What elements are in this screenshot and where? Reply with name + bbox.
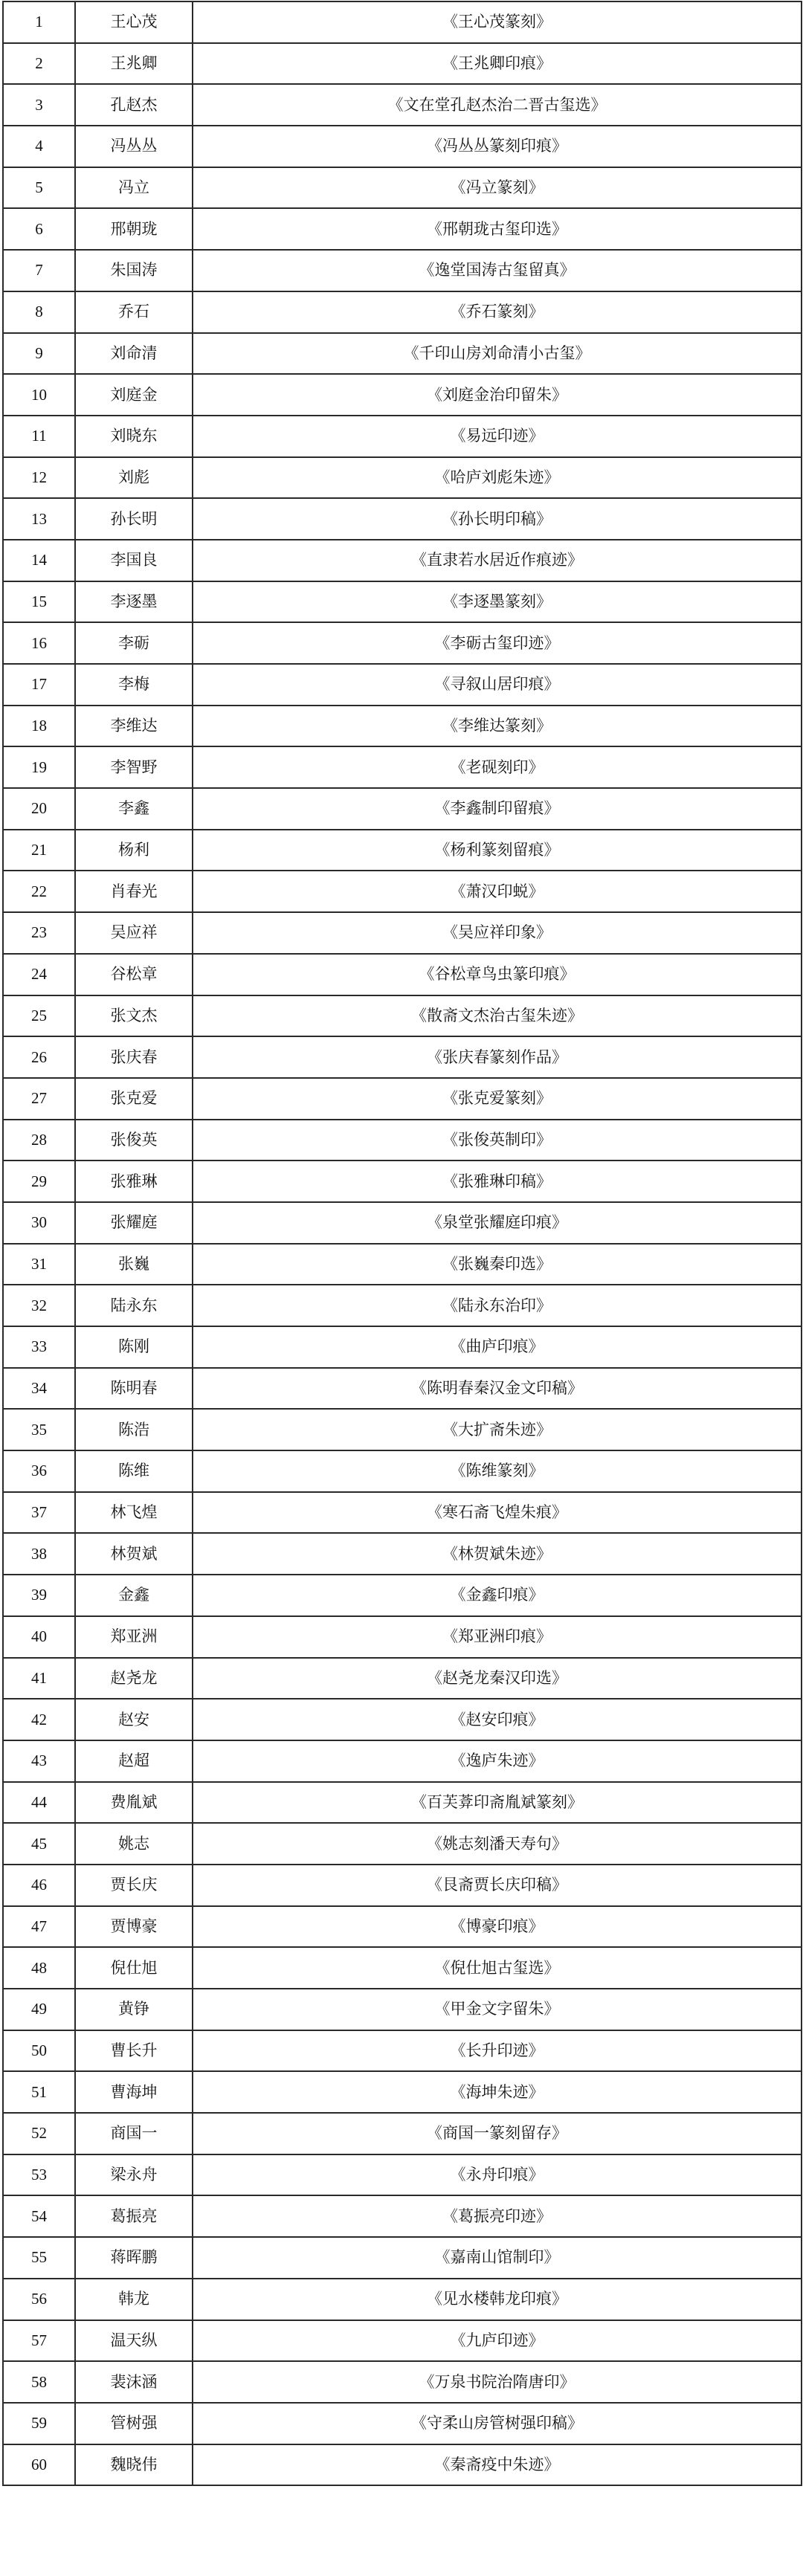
row-number: 36	[3, 1450, 75, 1492]
table-row	[3, 2361, 802, 2403]
work-title: 《寻叙山居印痕》	[193, 664, 802, 706]
table-row	[3, 1326, 802, 1368]
row-number: 57	[3, 2320, 75, 2362]
author-name: 刘庭金	[75, 374, 193, 416]
work-title: 《百芙葊印斋胤斌篆刻》	[193, 1782, 802, 1824]
table-row	[3, 1616, 802, 1658]
author-name: 温天纵	[75, 2320, 193, 2362]
author-name: 刘彪	[75, 457, 193, 499]
work-title: 《谷松章鸟虫篆印痕》	[193, 954, 802, 995]
author-name: 陈刚	[75, 1326, 193, 1368]
row-number: 56	[3, 2279, 75, 2320]
row-number: 35	[3, 1409, 75, 1450]
table-row	[3, 2444, 802, 2486]
table-row	[3, 1368, 802, 1410]
work-title: 《守柔山房管树强印稿》	[193, 2403, 802, 2444]
work-title: 《陆永东治印》	[193, 1285, 802, 1326]
table-row	[3, 706, 802, 747]
row-number: 16	[3, 622, 75, 664]
work-title: 《甲金文字留朱》	[193, 1989, 802, 2030]
row-number: 60	[3, 2444, 75, 2486]
row-number: 27	[3, 1078, 75, 1120]
row-number: 42	[3, 1699, 75, 1740]
author-name: 赵安	[75, 1699, 193, 1740]
row-number: 10	[3, 374, 75, 416]
table-row	[3, 2154, 802, 2196]
author-name: 刘晓东	[75, 416, 193, 457]
work-title: 《张雅琳印稿》	[193, 1161, 802, 1202]
author-name: 朱国涛	[75, 250, 193, 291]
table-row	[3, 374, 802, 416]
work-title: 《千印山房刘命清小古玺》	[193, 333, 802, 375]
row-number: 46	[3, 1865, 75, 1906]
work-title: 《秦斋疫中朱迹》	[193, 2444, 802, 2486]
work-title: 《永舟印痕》	[193, 2154, 802, 2196]
author-name: 赵尧龙	[75, 1658, 193, 1699]
author-name: 曹海坤	[75, 2071, 193, 2113]
row-number: 15	[3, 581, 75, 623]
work-title: 《嘉南山馆制印》	[193, 2237, 802, 2279]
row-number: 21	[3, 830, 75, 871]
table-row	[3, 2195, 802, 2237]
row-number: 4	[3, 126, 75, 167]
work-title: 《长升印迹》	[193, 2030, 802, 2072]
row-number: 32	[3, 1285, 75, 1326]
work-title: 《赵尧龙秦汉印选》	[193, 1658, 802, 1699]
table-row	[3, 2403, 802, 2444]
work-title: 《万泉书院治隋唐印》	[193, 2361, 802, 2403]
work-title: 《乔石篆刻》	[193, 291, 802, 333]
author-name: 费胤斌	[75, 1782, 193, 1824]
row-number: 54	[3, 2195, 75, 2237]
work-title: 《散斋文杰治古玺朱迹》	[193, 995, 802, 1037]
work-title: 《王心茂篆刻》	[193, 1, 802, 43]
row-number: 37	[3, 1492, 75, 1534]
work-title: 《商国一篆刻留存》	[193, 2113, 802, 2154]
table-row	[3, 1989, 802, 2030]
author-name: 金鑫	[75, 1575, 193, 1616]
table-row	[3, 1575, 802, 1616]
table-row	[3, 1947, 802, 1989]
author-name: 李逐墨	[75, 581, 193, 623]
work-title: 《陈维篆刻》	[193, 1450, 802, 1492]
row-number: 6	[3, 208, 75, 250]
row-number: 5	[3, 167, 75, 209]
table-row	[3, 1, 802, 43]
author-name: 韩龙	[75, 2279, 193, 2320]
row-number: 47	[3, 1906, 75, 1948]
work-title: 《张巍秦印选》	[193, 1244, 802, 1285]
row-number: 45	[3, 1823, 75, 1865]
work-title: 《萧汉印蜕》	[193, 871, 802, 912]
author-name: 蒋晖鹏	[75, 2237, 193, 2279]
row-number: 29	[3, 1161, 75, 1202]
work-title: 《曲庐印痕》	[193, 1326, 802, 1368]
author-name: 黄铮	[75, 1989, 193, 2030]
author-name: 张文杰	[75, 995, 193, 1037]
author-name: 贾长庆	[75, 1865, 193, 1906]
table-row	[3, 457, 802, 499]
work-title: 《文在堂孔赵杰治二晋古玺选》	[193, 84, 802, 126]
row-number: 8	[3, 291, 75, 333]
row-number: 40	[3, 1616, 75, 1658]
work-title: 《九庐印迹》	[193, 2320, 802, 2362]
work-title: 《张俊英制印》	[193, 1120, 802, 1161]
table-row	[3, 664, 802, 706]
row-number: 17	[3, 664, 75, 706]
row-number: 3	[3, 84, 75, 126]
work-title: 《冯立篆刻》	[193, 167, 802, 209]
work-title: 《逸庐朱迹》	[193, 1740, 802, 1782]
row-number: 50	[3, 2030, 75, 2072]
row-number: 18	[3, 706, 75, 747]
row-number: 24	[3, 954, 75, 995]
table-row	[3, 291, 802, 333]
work-title: 《刘庭金治印留朱》	[193, 374, 802, 416]
table-row	[3, 1658, 802, 1699]
row-number: 38	[3, 1533, 75, 1575]
table-row	[3, 1823, 802, 1865]
row-number: 49	[3, 1989, 75, 2030]
author-name: 曹长升	[75, 2030, 193, 2072]
table-row	[3, 871, 802, 912]
work-title: 《李鑫制印留痕》	[193, 788, 802, 830]
work-title: 《冯丛丛篆刻印痕》	[193, 126, 802, 167]
table-row	[3, 1409, 802, 1450]
work-title: 《林贺斌朱迹》	[193, 1533, 802, 1575]
author-name: 李砺	[75, 622, 193, 664]
table-row	[3, 2113, 802, 2154]
table-row	[3, 1865, 802, 1906]
work-title: 《邢朝珑古玺印选》	[193, 208, 802, 250]
author-name: 郑亚洲	[75, 1616, 193, 1658]
work-title: 《倪仕旭古玺选》	[193, 1947, 802, 1989]
table-row	[3, 746, 802, 788]
table-row	[3, 954, 802, 995]
row-number: 11	[3, 416, 75, 457]
work-title: 《老砚刻印》	[193, 746, 802, 788]
table-row	[3, 1740, 802, 1782]
row-number: 53	[3, 2154, 75, 2196]
author-name: 王心茂	[75, 1, 193, 43]
table-row	[3, 1492, 802, 1534]
author-name: 孙长明	[75, 498, 193, 540]
table-row	[3, 498, 802, 540]
row-number: 39	[3, 1575, 75, 1616]
row-number: 48	[3, 1947, 75, 1989]
work-title: 《易远印迹》	[193, 416, 802, 457]
row-number: 58	[3, 2361, 75, 2403]
author-name: 陈维	[75, 1450, 193, 1492]
row-number: 43	[3, 1740, 75, 1782]
table-row	[3, 250, 802, 291]
roster-table	[2, 1, 802, 2486]
table-row	[3, 2237, 802, 2279]
row-number: 52	[3, 2113, 75, 2154]
table-row	[3, 912, 802, 954]
row-number: 41	[3, 1658, 75, 1699]
work-title: 《张庆春篆刻作品》	[193, 1036, 802, 1078]
row-number: 33	[3, 1326, 75, 1368]
table-row	[3, 208, 802, 250]
work-title: 《葛振亮印迹》	[193, 2195, 802, 2237]
author-name: 李智野	[75, 746, 193, 788]
author-name: 王兆卿	[75, 43, 193, 85]
table-row	[3, 830, 802, 871]
author-name: 陈明春	[75, 1368, 193, 1410]
author-name: 张俊英	[75, 1120, 193, 1161]
table-row	[3, 167, 802, 209]
work-title: 《寒石斋飞煌朱痕》	[193, 1492, 802, 1534]
work-title: 《李砺古玺印迹》	[193, 622, 802, 664]
author-name: 邢朝珑	[75, 208, 193, 250]
table-row	[3, 622, 802, 664]
author-name: 肖春光	[75, 871, 193, 912]
row-number: 9	[3, 333, 75, 375]
author-name: 陈浩	[75, 1409, 193, 1450]
table-row	[3, 540, 802, 581]
author-name: 谷松章	[75, 954, 193, 995]
author-name: 贾博豪	[75, 1906, 193, 1948]
table-row	[3, 333, 802, 375]
row-number: 55	[3, 2237, 75, 2279]
row-number: 31	[3, 1244, 75, 1285]
work-title: 《陈明春秦汉金文印稿》	[193, 1368, 802, 1410]
work-title: 《张克爱篆刻》	[193, 1078, 802, 1120]
roster-table-body	[3, 1, 802, 2485]
author-name: 刘命清	[75, 333, 193, 375]
table-row	[3, 788, 802, 830]
table-row	[3, 2071, 802, 2113]
work-title: 《孙长明印稿》	[193, 498, 802, 540]
work-title: 《直隶若水居近作痕迹》	[193, 540, 802, 581]
work-title: 《吴应祥印象》	[193, 912, 802, 954]
table-row	[3, 1782, 802, 1824]
work-title: 《艮斋贾长庆印稿》	[193, 1865, 802, 1906]
table-row	[3, 1120, 802, 1161]
author-name: 裴沫涵	[75, 2361, 193, 2403]
author-name: 乔石	[75, 291, 193, 333]
table-row	[3, 1906, 802, 1948]
work-title: 《李逐墨篆刻》	[193, 581, 802, 623]
author-name: 张克爱	[75, 1078, 193, 1120]
work-title: 《李维达篆刻》	[193, 706, 802, 747]
author-name: 李国良	[75, 540, 193, 581]
row-number: 14	[3, 540, 75, 581]
table-row	[3, 1699, 802, 1740]
work-title: 《海坤朱迹》	[193, 2071, 802, 2113]
row-number: 51	[3, 2071, 75, 2113]
row-number: 7	[3, 250, 75, 291]
author-name: 管树强	[75, 2403, 193, 2444]
table-row	[3, 1244, 802, 1285]
row-number: 20	[3, 788, 75, 830]
author-name: 孔赵杰	[75, 84, 193, 126]
work-title: 《郑亚洲印痕》	[193, 1616, 802, 1658]
row-number: 26	[3, 1036, 75, 1078]
row-number: 28	[3, 1120, 75, 1161]
work-title: 《王兆卿印痕》	[193, 43, 802, 85]
row-number: 34	[3, 1368, 75, 1410]
row-number: 25	[3, 995, 75, 1037]
work-title: 《哈庐刘彪朱迹》	[193, 457, 802, 499]
table-row	[3, 581, 802, 623]
work-title: 《泉堂张耀庭印痕》	[193, 1202, 802, 1244]
table-row	[3, 2279, 802, 2320]
work-title: 《大扩斋朱迹》	[193, 1409, 802, 1450]
table-row	[3, 2320, 802, 2362]
table-row	[3, 1078, 802, 1120]
table-row	[3, 126, 802, 167]
work-title: 《博豪印痕》	[193, 1906, 802, 1948]
row-number: 44	[3, 1782, 75, 1824]
table-row	[3, 1533, 802, 1575]
author-name: 林贺斌	[75, 1533, 193, 1575]
table-row	[3, 1036, 802, 1078]
row-number: 12	[3, 457, 75, 499]
author-name: 倪仕旭	[75, 1947, 193, 1989]
author-name: 冯立	[75, 167, 193, 209]
table-row	[3, 84, 802, 126]
row-number: 13	[3, 498, 75, 540]
table-row	[3, 43, 802, 85]
table-row	[3, 1202, 802, 1244]
author-name: 李鑫	[75, 788, 193, 830]
work-title: 《逸堂国涛古玺留真》	[193, 250, 802, 291]
row-number: 22	[3, 871, 75, 912]
author-name: 张雅琳	[75, 1161, 193, 1202]
author-name: 张庆春	[75, 1036, 193, 1078]
row-number: 59	[3, 2403, 75, 2444]
work-title: 《见水楼韩龙印痕》	[193, 2279, 802, 2320]
author-name: 商国一	[75, 2113, 193, 2154]
work-title: 《赵安印痕》	[193, 1699, 802, 1740]
author-name: 李维达	[75, 706, 193, 747]
table-row	[3, 1161, 802, 1202]
author-name: 魏晓伟	[75, 2444, 193, 2486]
author-name: 冯丛丛	[75, 126, 193, 167]
author-name: 杨利	[75, 830, 193, 871]
author-name: 吴应祥	[75, 912, 193, 954]
author-name: 葛振亮	[75, 2195, 193, 2237]
row-number: 23	[3, 912, 75, 954]
author-name: 张耀庭	[75, 1202, 193, 1244]
author-name: 陆永东	[75, 1285, 193, 1326]
author-name: 赵超	[75, 1740, 193, 1782]
work-title: 《杨利篆刻留痕》	[193, 830, 802, 871]
table-row	[3, 1450, 802, 1492]
author-name: 李梅	[75, 664, 193, 706]
table-row	[3, 2030, 802, 2072]
row-number: 30	[3, 1202, 75, 1244]
author-name: 梁永舟	[75, 2154, 193, 2196]
table-row	[3, 416, 802, 457]
work-title: 《金鑫印痕》	[193, 1575, 802, 1616]
table-row	[3, 1285, 802, 1326]
author-name: 林飞煌	[75, 1492, 193, 1534]
table-row	[3, 995, 802, 1037]
author-name: 张巍	[75, 1244, 193, 1285]
work-title: 《姚志刻潘天寿句》	[193, 1823, 802, 1865]
row-number: 19	[3, 746, 75, 788]
row-number: 2	[3, 43, 75, 85]
row-number: 1	[3, 1, 75, 43]
author-name: 姚志	[75, 1823, 193, 1865]
